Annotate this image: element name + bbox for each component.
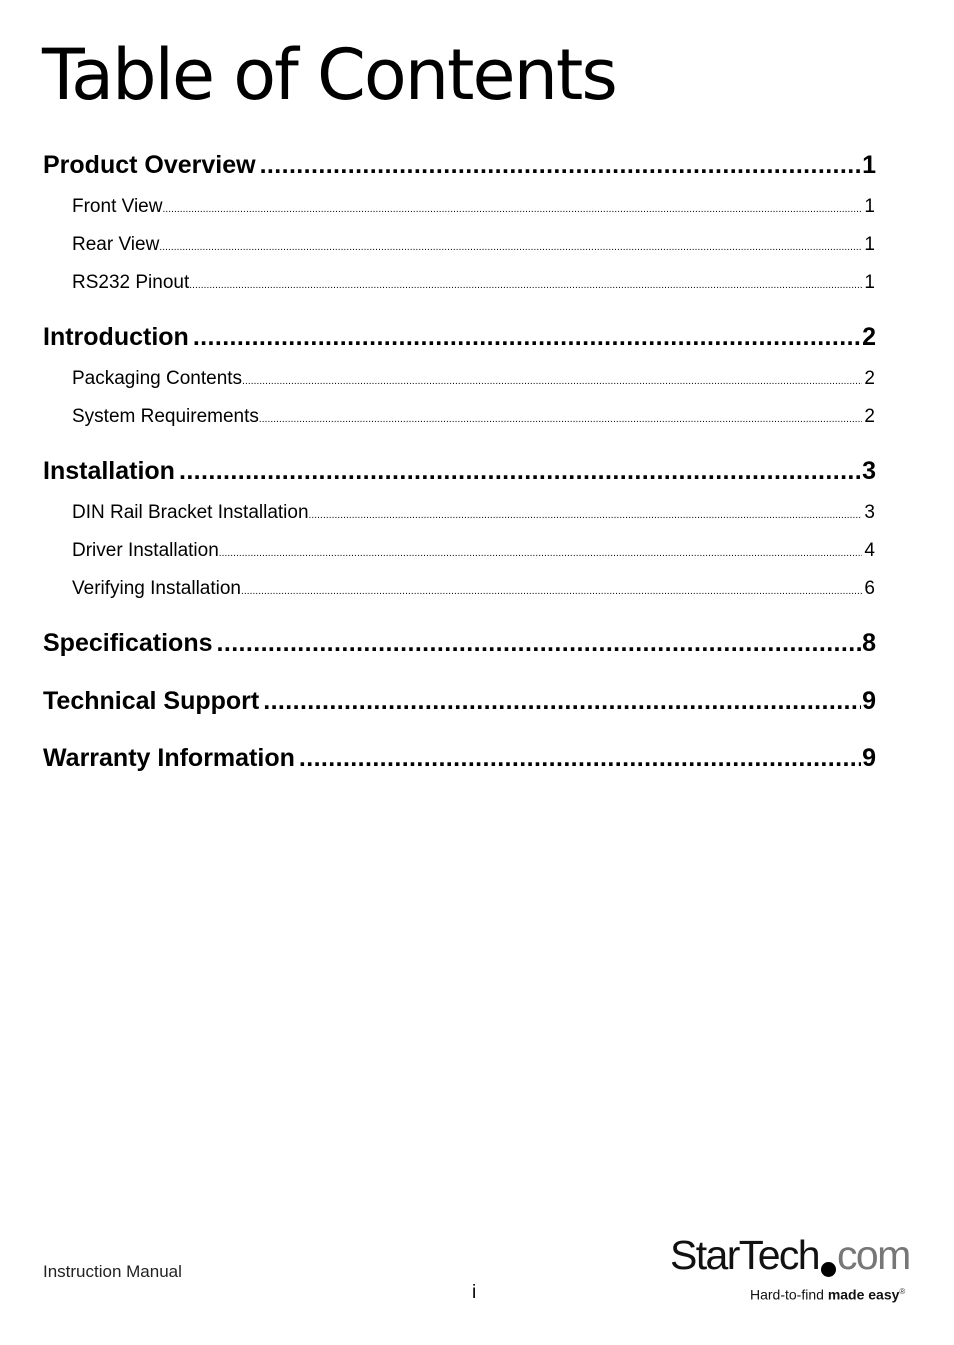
toc-entry-page: 2 (864, 406, 875, 427)
page-title: Table of Contents (42, 34, 616, 116)
toc-entry-warranty-information[interactable] (43, 742, 876, 774)
toc-entry-label: Warranty Information (43, 744, 295, 772)
toc-entry-front-view[interactable] (72, 195, 875, 219)
toc-entry-technical-support[interactable] (43, 685, 876, 717)
logo-tagline (750, 1283, 905, 1304)
toc-entry-introduction[interactable] (43, 321, 876, 353)
toc-entry-packaging-contents[interactable] (72, 367, 875, 391)
toc-entry-label: System Requirements (72, 406, 259, 427)
toc-entry-label: Front View (72, 196, 163, 217)
toc-leader-dots (189, 274, 862, 295)
toc-entry-label: Product Overview (43, 151, 256, 179)
toc-entry-page: 9 (862, 687, 876, 715)
toc-entry-page: 3 (864, 502, 875, 523)
toc-entry-label: Introduction (43, 323, 189, 351)
toc-leader-dots (242, 370, 862, 391)
toc-leader-dots (219, 542, 863, 563)
toc-entry-label: Specifications (43, 629, 213, 657)
toc-leader-dots (309, 504, 863, 525)
toc-entry-page: 6 (864, 578, 875, 599)
toc-entry-din-rail-bracket-installation[interactable] (72, 501, 875, 525)
toc-leader-dots (217, 627, 862, 659)
toc-entry-page: 4 (864, 540, 875, 561)
toc-entry-system-requirements[interactable] (72, 405, 875, 429)
toc-entry-page: 8 (862, 629, 876, 657)
toc-entry-page: 2 (862, 323, 876, 351)
registered-mark-icon: ® (899, 1287, 906, 1296)
toc-leader-dots (179, 455, 861, 487)
footer-page-number: i (472, 1282, 477, 1303)
toc-entry-installation[interactable] (43, 455, 876, 487)
startech-logo (670, 1230, 915, 1310)
toc-leader-dots (159, 236, 862, 257)
toc-entry-verifying-installation[interactable] (72, 577, 875, 601)
footer-document-type: Instruction Manual (43, 1262, 182, 1281)
toc-entry-label: Technical Support (43, 687, 260, 715)
logo-tagline-prefix: Hard-to-find (750, 1286, 828, 1303)
toc-leader-dots (241, 580, 862, 601)
toc-entry-label: Driver Installation (72, 540, 219, 561)
toc-entry-label: Installation (43, 457, 175, 485)
toc-leader-dots (299, 742, 861, 774)
logo-wordmark (670, 1230, 910, 1280)
toc-entry-rs232-pinout[interactable] (72, 271, 875, 295)
toc-entry-page: 1 (864, 272, 875, 293)
logo-dot-icon (821, 1262, 836, 1277)
logo-domain: com (837, 1232, 910, 1278)
toc-entry-label: Rear View (72, 234, 160, 255)
toc-leader-dots (260, 149, 862, 181)
toc-leader-dots (263, 685, 861, 717)
toc-entry-page: 1 (864, 196, 875, 217)
toc-entry-label: Verifying Installation (72, 578, 241, 599)
toc-leader-dots (259, 408, 863, 429)
toc-entry-driver-installation[interactable] (72, 539, 875, 563)
toc-entry-label: DIN Rail Bracket Installation (72, 502, 309, 523)
toc-entry-page: 9 (862, 744, 876, 772)
logo-tagline-bold: made easy (827, 1286, 900, 1303)
logo-brand-name: StarTech (670, 1232, 819, 1278)
toc-entry-rear-view[interactable] (72, 233, 875, 257)
toc-leader-dots (162, 198, 862, 219)
toc-leader-dots (193, 321, 861, 353)
toc-entry-label: Packaging Contents (72, 368, 243, 389)
toc-entry-page: 3 (862, 457, 876, 485)
toc-entry-page: 1 (864, 234, 875, 255)
toc-entry-specifications[interactable] (43, 627, 876, 659)
toc-entry-page: 1 (862, 151, 876, 179)
toc-entry-page: 2 (864, 368, 875, 389)
toc-entry-product-overview[interactable] (43, 149, 876, 181)
toc-entry-label: RS232 Pinout (72, 272, 190, 293)
